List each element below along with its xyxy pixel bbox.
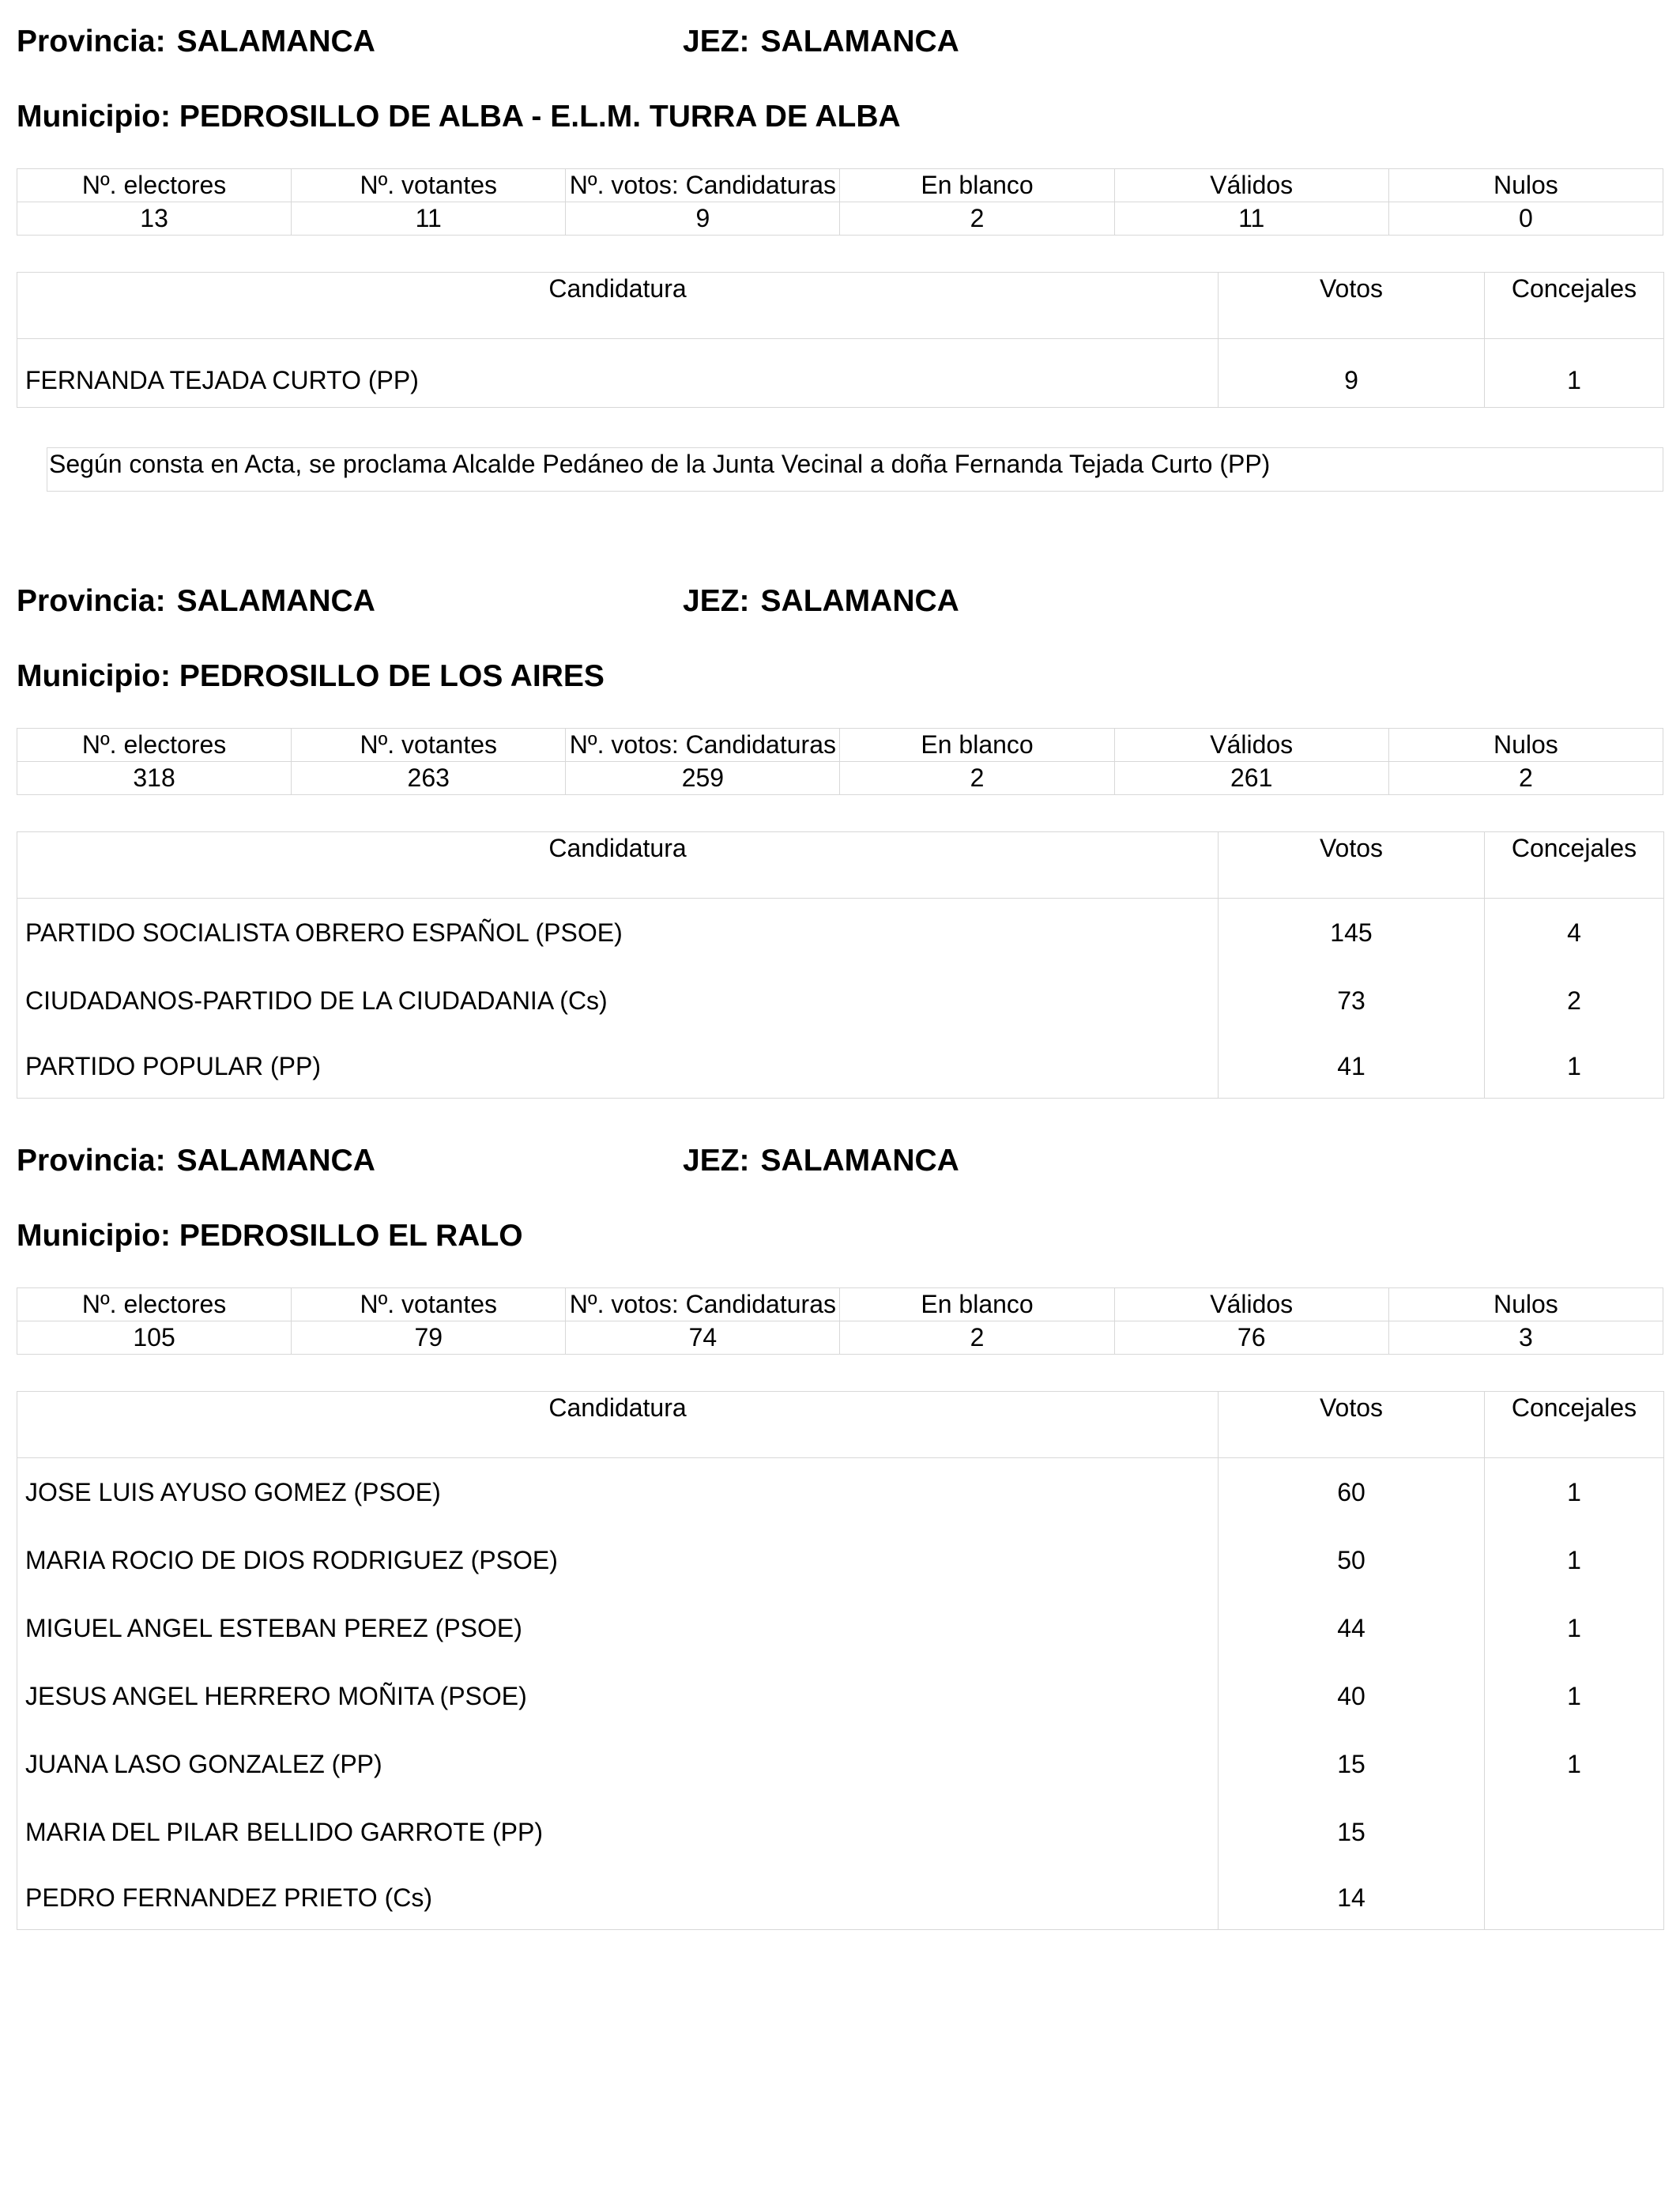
- candidate-concejales: [1485, 1798, 1664, 1866]
- stats-value-cell: 318: [17, 762, 292, 795]
- candidate-concejales: 1: [1485, 1730, 1664, 1798]
- stats-value-cell: 259: [566, 762, 840, 795]
- municipio-value: PEDROSILLO EL RALO: [179, 1219, 523, 1253]
- stats-table: [17, 1287, 1663, 1355]
- jez-heading: [683, 1143, 959, 1179]
- provincia-label: Provincia:: [17, 584, 166, 618]
- stats-header-row: [17, 169, 1663, 202]
- provincia-value: SALAMANCA: [176, 584, 375, 618]
- candidates-header-row: [17, 273, 1664, 339]
- col-votos-header: Votos: [1219, 832, 1485, 899]
- jez-label: JEZ:: [683, 1144, 750, 1178]
- stats-value-cell: 2: [840, 202, 1114, 236]
- candidate-name: FERNANDA TEJADA CURTO (PP): [17, 339, 1219, 408]
- candidates-header-row: [17, 832, 1664, 899]
- stats-value-cell: 11: [1114, 202, 1388, 236]
- candidate-votos: 50: [1219, 1526, 1485, 1594]
- municipio-label: Municipio:: [17, 100, 171, 134]
- col-candidatura-header: Candidatura: [17, 832, 1219, 899]
- stats-header-cell: Nº. votantes: [292, 729, 566, 762]
- candidate-row: [17, 1035, 1664, 1099]
- stats-header-cell: Nº. votos: Candidaturas: [566, 1288, 840, 1321]
- candidate-row: [17, 1594, 1664, 1662]
- municipio-label: Municipio:: [17, 659, 171, 693]
- proclamation-note: Según consta en Acta, se proclama Alcalde Pedáneo de la Junta Vecinal a doña Fernanda Tejada Curto (PP): [47, 447, 1663, 492]
- provincia-label: Provincia:: [17, 25, 166, 58]
- candidate-votos: 40: [1219, 1662, 1485, 1730]
- stats-value-row: [17, 1321, 1663, 1355]
- municipio-value: PEDROSILLO DE ALBA - E.L.M. TURRA DE ALBA: [179, 100, 901, 134]
- candidate-votos: 9: [1219, 339, 1485, 408]
- stats-value-cell: 263: [292, 762, 566, 795]
- stats-value-cell: 2: [840, 762, 1114, 795]
- stats-value-cell: 3: [1388, 1321, 1663, 1355]
- jez-heading: [683, 24, 959, 60]
- candidate-name: MARIA ROCIO DE DIOS RODRIGUEZ (PSOE): [17, 1526, 1219, 1594]
- candidate-name: JUANA LASO GONZALEZ (PP): [17, 1730, 1219, 1798]
- stats-value-cell: 9: [566, 202, 840, 236]
- stats-value-cell: 2: [1388, 762, 1663, 795]
- stats-header-cell: Válidos: [1114, 169, 1388, 202]
- stats-table: [17, 728, 1663, 795]
- jez-value: SALAMANCA: [760, 25, 959, 58]
- jez-value: SALAMANCA: [760, 1144, 959, 1178]
- col-votos-header: Votos: [1219, 1392, 1485, 1458]
- candidate-concejales: 2: [1485, 967, 1664, 1035]
- stats-header-cell: Nº. votos: Candidaturas: [566, 169, 840, 202]
- municipio-label: Municipio:: [17, 1219, 171, 1253]
- candidate-concejales: [1485, 1866, 1664, 1930]
- stats-value-cell: 76: [1114, 1321, 1388, 1355]
- candidate-concejales: 1: [1485, 1035, 1664, 1099]
- candidate-concejales: 1: [1485, 1662, 1664, 1730]
- col-concejales-header: Concejales: [1485, 273, 1664, 339]
- provincia-label: Provincia:: [17, 1144, 166, 1178]
- candidate-name: PEDRO FERNANDEZ PRIETO (Cs): [17, 1866, 1219, 1930]
- stats-value-cell: 74: [566, 1321, 840, 1355]
- candidate-votos: 44: [1219, 1594, 1485, 1662]
- provincia-heading: [17, 1143, 375, 1179]
- stats-header-cell: Nº. votantes: [292, 169, 566, 202]
- stats-header-row: [17, 1288, 1663, 1321]
- candidate-row: [17, 1458, 1664, 1527]
- candidate-votos: 60: [1219, 1458, 1485, 1527]
- stats-header-cell: Válidos: [1114, 729, 1388, 762]
- candidate-concejales: 1: [1485, 339, 1664, 408]
- provincia-value: SALAMANCA: [176, 25, 375, 58]
- stats-value-row: [17, 202, 1663, 236]
- candidate-row: [17, 1662, 1664, 1730]
- candidate-name: MARIA DEL PILAR BELLIDO GARROTE (PP): [17, 1798, 1219, 1866]
- jez-label: JEZ:: [683, 25, 750, 58]
- jez-value: SALAMANCA: [760, 584, 959, 618]
- candidate-votos: 15: [1219, 1798, 1485, 1866]
- stats-value-cell: 2: [840, 1321, 1114, 1355]
- provincia-heading: [17, 24, 375, 60]
- stats-header-cell: Nulos: [1388, 729, 1663, 762]
- candidate-name: CIUDADANOS-PARTIDO DE LA CIUDADANIA (Cs): [17, 967, 1219, 1035]
- municipio-value: PEDROSILLO DE LOS AIRES: [179, 659, 605, 693]
- municipio-heading: [17, 658, 605, 695]
- candidate-votos: 14: [1219, 1866, 1485, 1930]
- stats-header-cell: En blanco: [840, 729, 1114, 762]
- stats-header-cell: En blanco: [840, 169, 1114, 202]
- candidate-row: [17, 1730, 1664, 1798]
- candidate-votos: 73: [1219, 967, 1485, 1035]
- stats-table: [17, 168, 1663, 236]
- stats-value-cell: 261: [1114, 762, 1388, 795]
- jez-label: JEZ:: [683, 584, 750, 618]
- stats-value-cell: 105: [17, 1321, 292, 1355]
- col-concejales-header: Concejales: [1485, 832, 1664, 899]
- stats-header-cell: Nº. electores: [17, 729, 292, 762]
- candidate-name: PARTIDO SOCIALISTA OBRERO ESPAÑOL (PSOE): [17, 899, 1219, 967]
- stats-header-cell: Nulos: [1388, 169, 1663, 202]
- candidate-row: [17, 1798, 1664, 1866]
- col-candidatura-header: Candidatura: [17, 273, 1219, 339]
- stats-header-cell: Nº. votos: Candidaturas: [566, 729, 840, 762]
- candidate-votos: 41: [1219, 1035, 1485, 1099]
- provincia-heading: [17, 583, 375, 620]
- candidate-row: [17, 899, 1664, 967]
- stats-header-row: [17, 729, 1663, 762]
- candidate-row: [17, 1866, 1664, 1930]
- stats-header-cell: En blanco: [840, 1288, 1114, 1321]
- candidate-concejales: 1: [1485, 1526, 1664, 1594]
- stats-header-cell: Nulos: [1388, 1288, 1663, 1321]
- candidate-name: MIGUEL ANGEL ESTEBAN PEREZ (PSOE): [17, 1594, 1219, 1662]
- candidate-votos: 145: [1219, 899, 1485, 967]
- municipio-heading: [17, 99, 901, 135]
- candidate-row: [17, 1526, 1664, 1594]
- candidate-name: JESUS ANGEL HERRERO MOÑITA (PSOE): [17, 1662, 1219, 1730]
- stats-value-row: [17, 762, 1663, 795]
- stats-header-cell: Nº. electores: [17, 1288, 292, 1321]
- stats-header-cell: Nº. electores: [17, 169, 292, 202]
- candidate-name: PARTIDO POPULAR (PP): [17, 1035, 1219, 1099]
- stats-value-cell: 11: [292, 202, 566, 236]
- candidate-concejales: 4: [1485, 899, 1664, 967]
- candidate-concejales: 1: [1485, 1594, 1664, 1662]
- stats-value-cell: 13: [17, 202, 292, 236]
- col-votos-header: Votos: [1219, 273, 1485, 339]
- candidates-table: [17, 831, 1664, 1099]
- col-candidatura-header: Candidatura: [17, 1392, 1219, 1458]
- municipio-heading: [17, 1218, 523, 1254]
- candidates-table: [17, 1391, 1664, 1930]
- candidate-row: [17, 967, 1664, 1035]
- candidates-header-row: [17, 1392, 1664, 1458]
- stats-header-cell: Válidos: [1114, 1288, 1388, 1321]
- stats-value-cell: 79: [292, 1321, 566, 1355]
- col-concejales-header: Concejales: [1485, 1392, 1664, 1458]
- candidate-concejales: 1: [1485, 1458, 1664, 1527]
- provincia-value: SALAMANCA: [176, 1144, 375, 1178]
- jez-heading: [683, 583, 959, 620]
- stats-header-cell: Nº. votantes: [292, 1288, 566, 1321]
- candidate-row: [17, 339, 1664, 408]
- candidate-name: JOSE LUIS AYUSO GOMEZ (PSOE): [17, 1458, 1219, 1527]
- candidates-table: [17, 272, 1664, 408]
- stats-value-cell: 0: [1388, 202, 1663, 236]
- candidate-votos: 15: [1219, 1730, 1485, 1798]
